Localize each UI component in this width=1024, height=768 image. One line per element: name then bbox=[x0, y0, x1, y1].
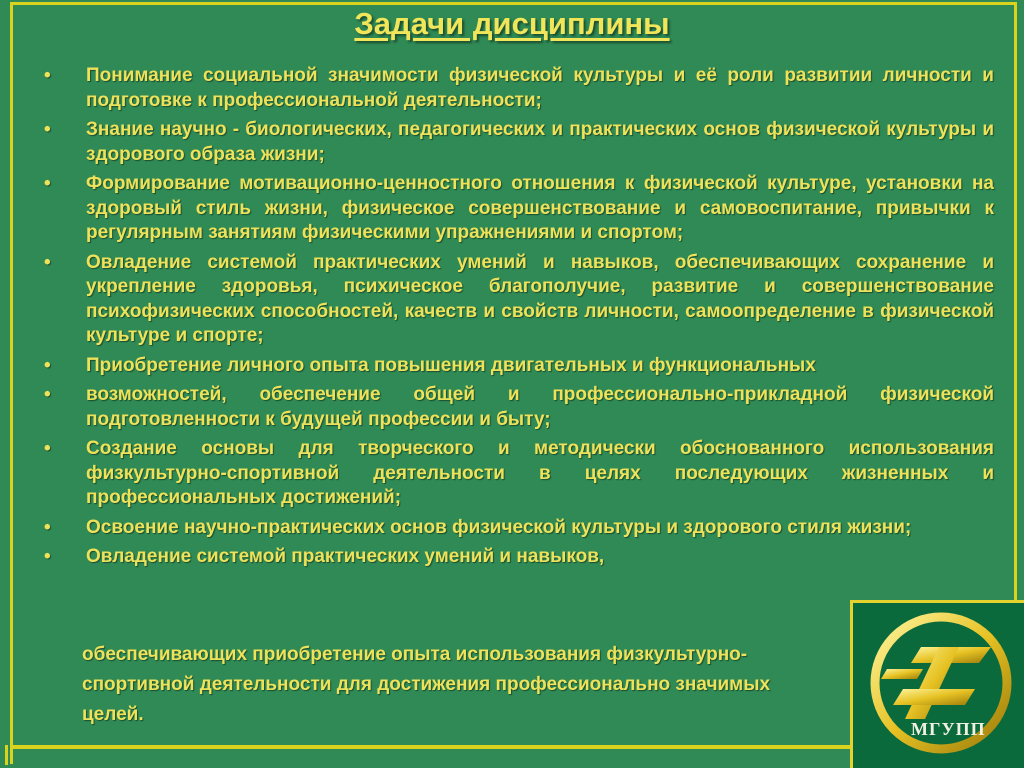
bullet: • bbox=[44, 546, 51, 567]
list-item bbox=[40, 251, 994, 349]
frame-right-line bbox=[1014, 2, 1017, 602]
continuation-line: целей. bbox=[82, 704, 144, 725]
continuation-text bbox=[82, 640, 882, 730]
slide-title: Задачи дисциплины bbox=[354, 6, 670, 41]
bullet: • bbox=[44, 119, 51, 140]
list-item-text: Понимание социальной значимости физической культуры и её роли развитии личности и подготовке к профессиональной деятельности; bbox=[86, 65, 994, 111]
list-item-text: Освоение научно-практических основ физической культуры и здорового стиля жизни; bbox=[86, 516, 912, 538]
list-item bbox=[40, 64, 994, 113]
list-item-text: Создание основы для творческого и методически обоснованного использования физкультурно-спортивной деятельности в целях последующих жизненных и профессиональных достижений; bbox=[86, 438, 994, 508]
list-item-text: возможностей, обеспечение общей и профессионально-прикладной физической подготовленности к будущей профессии и быту; bbox=[86, 384, 994, 430]
frame-bottom-line bbox=[10, 745, 850, 749]
bullet: • bbox=[44, 438, 51, 459]
bullet: • bbox=[44, 65, 51, 86]
logo-text: МГУПП bbox=[911, 719, 986, 739]
list-item bbox=[40, 437, 994, 511]
frame-top-line bbox=[10, 2, 1014, 5]
list-item-text: Приобретение личного опыта повышения двигательных и функциональных bbox=[86, 354, 816, 376]
list-item-text: Знание научно - биологических, педагогических и практических основ физической культуры и здорового образа жизни; bbox=[86, 119, 994, 165]
list-item-text: Овладение системой практических умений и навыков, bbox=[86, 546, 605, 567]
continuation-line: обеспечивающих приобретение опыта использования физкультурно- bbox=[82, 644, 748, 665]
bullet: • bbox=[44, 516, 51, 538]
bullet: • bbox=[44, 354, 51, 376]
list-item bbox=[40, 383, 994, 432]
frame-left-line bbox=[10, 2, 13, 764]
list-item bbox=[40, 118, 994, 167]
frame-corner-stub bbox=[5, 745, 8, 765]
list-item-text: Формирование мотивационно-ценностного отношения к физической культуре, установки на здоровый стиль жизни, физическое совершенствование и самовоспитание, привычки к регулярным занятиям физическими упражнениями и спортом; bbox=[86, 173, 994, 243]
list-item bbox=[40, 545, 994, 570]
list-item bbox=[40, 516, 994, 541]
list-item bbox=[40, 172, 994, 246]
bullet: • bbox=[44, 384, 51, 405]
bullet: • bbox=[44, 173, 51, 194]
continuation-line: спортивной деятельности для достижения профессионально значимых bbox=[82, 674, 771, 695]
bullet: • bbox=[44, 251, 51, 273]
task-list bbox=[40, 64, 994, 575]
list-item bbox=[40, 354, 994, 379]
list-item-text: Овладение системой практических умений и навыков, обеспечивающих сохранение и укрепление здоровья, психическое благополучие, развитие и совершенствование психофизических способностей, качеств и свойств личности, самоопределение в физической культуре и спорте; bbox=[86, 251, 994, 346]
